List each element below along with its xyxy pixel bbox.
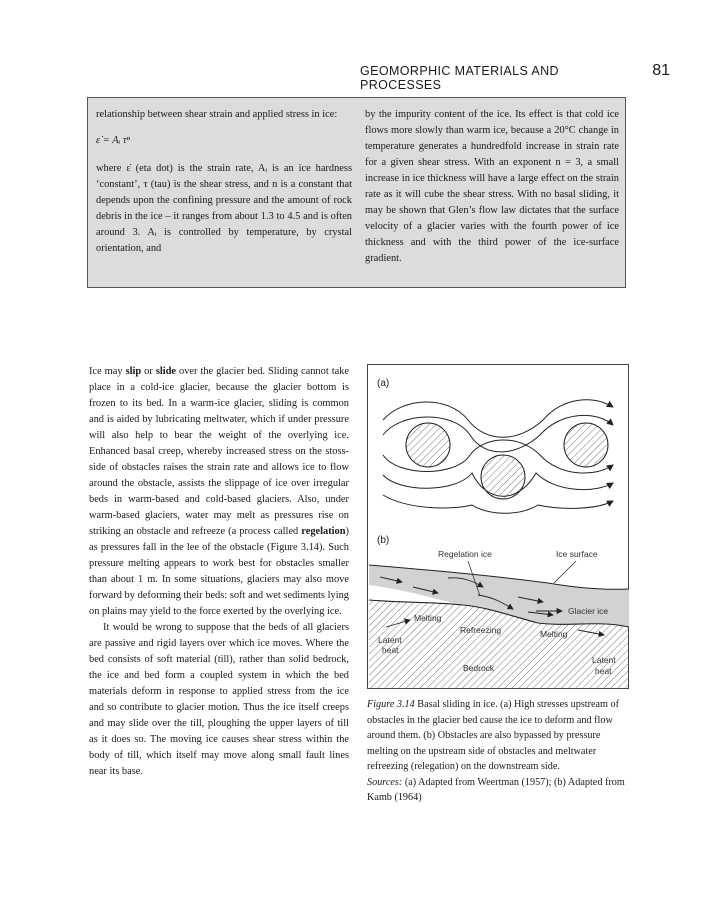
caption-sources-text: (a) Adapted from Weertman (1957); (b) Adapted from Kamb (1964) (367, 776, 625, 803)
panel-a-label: (a) (377, 378, 390, 389)
running-title: GEOMORPHIC MATERIALS AND PROCESSES (360, 64, 559, 92)
obstacle-3 (564, 423, 608, 467)
panel-b-label: (b) (377, 535, 390, 546)
body-text-column (89, 364, 349, 780)
label-latent-heat-2b: heat (595, 666, 612, 676)
box-right-column (365, 107, 619, 267)
label-glacier-ice: Glacier ice (568, 606, 609, 616)
label-bedrock: Bedrock (463, 663, 495, 673)
caption-sources-label: Sources: (367, 776, 403, 788)
text-run: or (141, 366, 156, 377)
caption-text: Basal sliding in ice. (a) High stresses upstream of obstacles in the glacier bed cause the ice to deform and flow around them. (b) Obstacles are also bypassed by pressure melting on the upstream side of obstacles and meltwater refreezing (relegation) on the downstream side. (367, 699, 620, 772)
box-paragraph: where ε̇ (eta dot) is the strain rate, Aᵢ is an ice hardness ‘constant’, τ (tau) is the shear stress, and n is a constant that depends upon the confining pressure and the amount of rock debris in the ice – it ranges from about 1.3 to 4.5 and is often around 3. Aᵢ is controlled by temperature, by crystal orientation, and (96, 163, 352, 254)
equation-box (87, 97, 626, 288)
body-paragraph: It would be wrong to suppose that the beds of all glaciers are passive and rigid layers over which ice moves. Where the bed consists of soft material (till), rather than solid bedrock, the ice and bed form a coupled system in which the bed materials deform in response to applied stress from the ice and so contribute to glacier motion. Thus the ice itself creeps and may slide over the till, ploughing the upper layers of till as it does so. The moving ice causes shear stress within the body of till, which itself may move along small fault lines near its base. (89, 622, 349, 777)
term-regelation: regelation (301, 526, 346, 537)
label-ice-surface: Ice surface (556, 549, 598, 559)
figure-caption (367, 697, 629, 806)
glen-flow-law-equation: ε̇ = Aᵢ τⁿ (96, 135, 130, 146)
label-latent-heat-2a: Latent (592, 655, 616, 665)
label-latent-heat-1b: heat (382, 645, 399, 655)
box-left-column (96, 107, 352, 257)
text-run: over the glacier bed. Sliding cannot take place in a cold-ice glacier, because the glacier bottom is frozen to its bed. In a warm-ice glacier, sliding is common and is aided by lubricating meltwater, which if under pressure will also help to bear the weight of the overlying ice. Enhanced basal creep, whereby increased stress on the stoss-side of obstacles raises the strain rate and allows ice to flow around the obstacle, assists the slippage of ice over irregular beds in warm-based and cold-based glaciers. Also, under warm-based glaciers, water may melt as pressures rise on striking an obstacle and refreeze (a process called (89, 366, 349, 537)
body-paragraph (89, 364, 349, 620)
box-paragraph: by the impurity content of the ice. Its effect is that cold ice flows more slowly than warm ice, because a 20°C change in temperature generates a hundredfold increase in strain rate for a given shear stress. With an exponent n = 3, a small increase in ice thickness will have a large effect on the strain rate as it will cube the shear stress. With no basal sliding, it may be shown that Glen’s flow law dictates that the surface velocity of a glacier varies with the fourth power of ice thickness and with the third power of the ice-surface gradient. (365, 109, 619, 264)
page-number: 81 (652, 62, 670, 79)
running-header (360, 62, 670, 92)
term-slip: slip (125, 366, 142, 377)
leader-line (554, 561, 576, 583)
obstacle-1 (406, 423, 450, 467)
box-paragraph: relationship between shear strain and applied stress in ice: (96, 109, 338, 120)
text-run: Ice may (89, 366, 126, 377)
figure-3-14 (367, 364, 629, 689)
label-regelation-ice: Regelation ice (438, 549, 492, 559)
label-refreezing: Refreezing (460, 625, 502, 635)
caption-figure-label: Figure 3.14 (367, 699, 415, 710)
label-latent-heat-1a: Latent (378, 635, 402, 645)
label-melting-2: Melting (540, 629, 568, 639)
text-run: ) as pressures fall in the lee of the obstacle (Figure 3.14). Such pressure melting appears to work best for obstacles smaller than about 1 m. In some situations, glaciers may also move forward by deforming their beds: soft and wet sediments lying on plains may yield to the force exerted by the overlying ice. (89, 526, 349, 617)
term-slide: slide (155, 366, 177, 377)
basal-sliding-diagram (368, 365, 630, 690)
label-melting-1: Melting (414, 613, 442, 623)
